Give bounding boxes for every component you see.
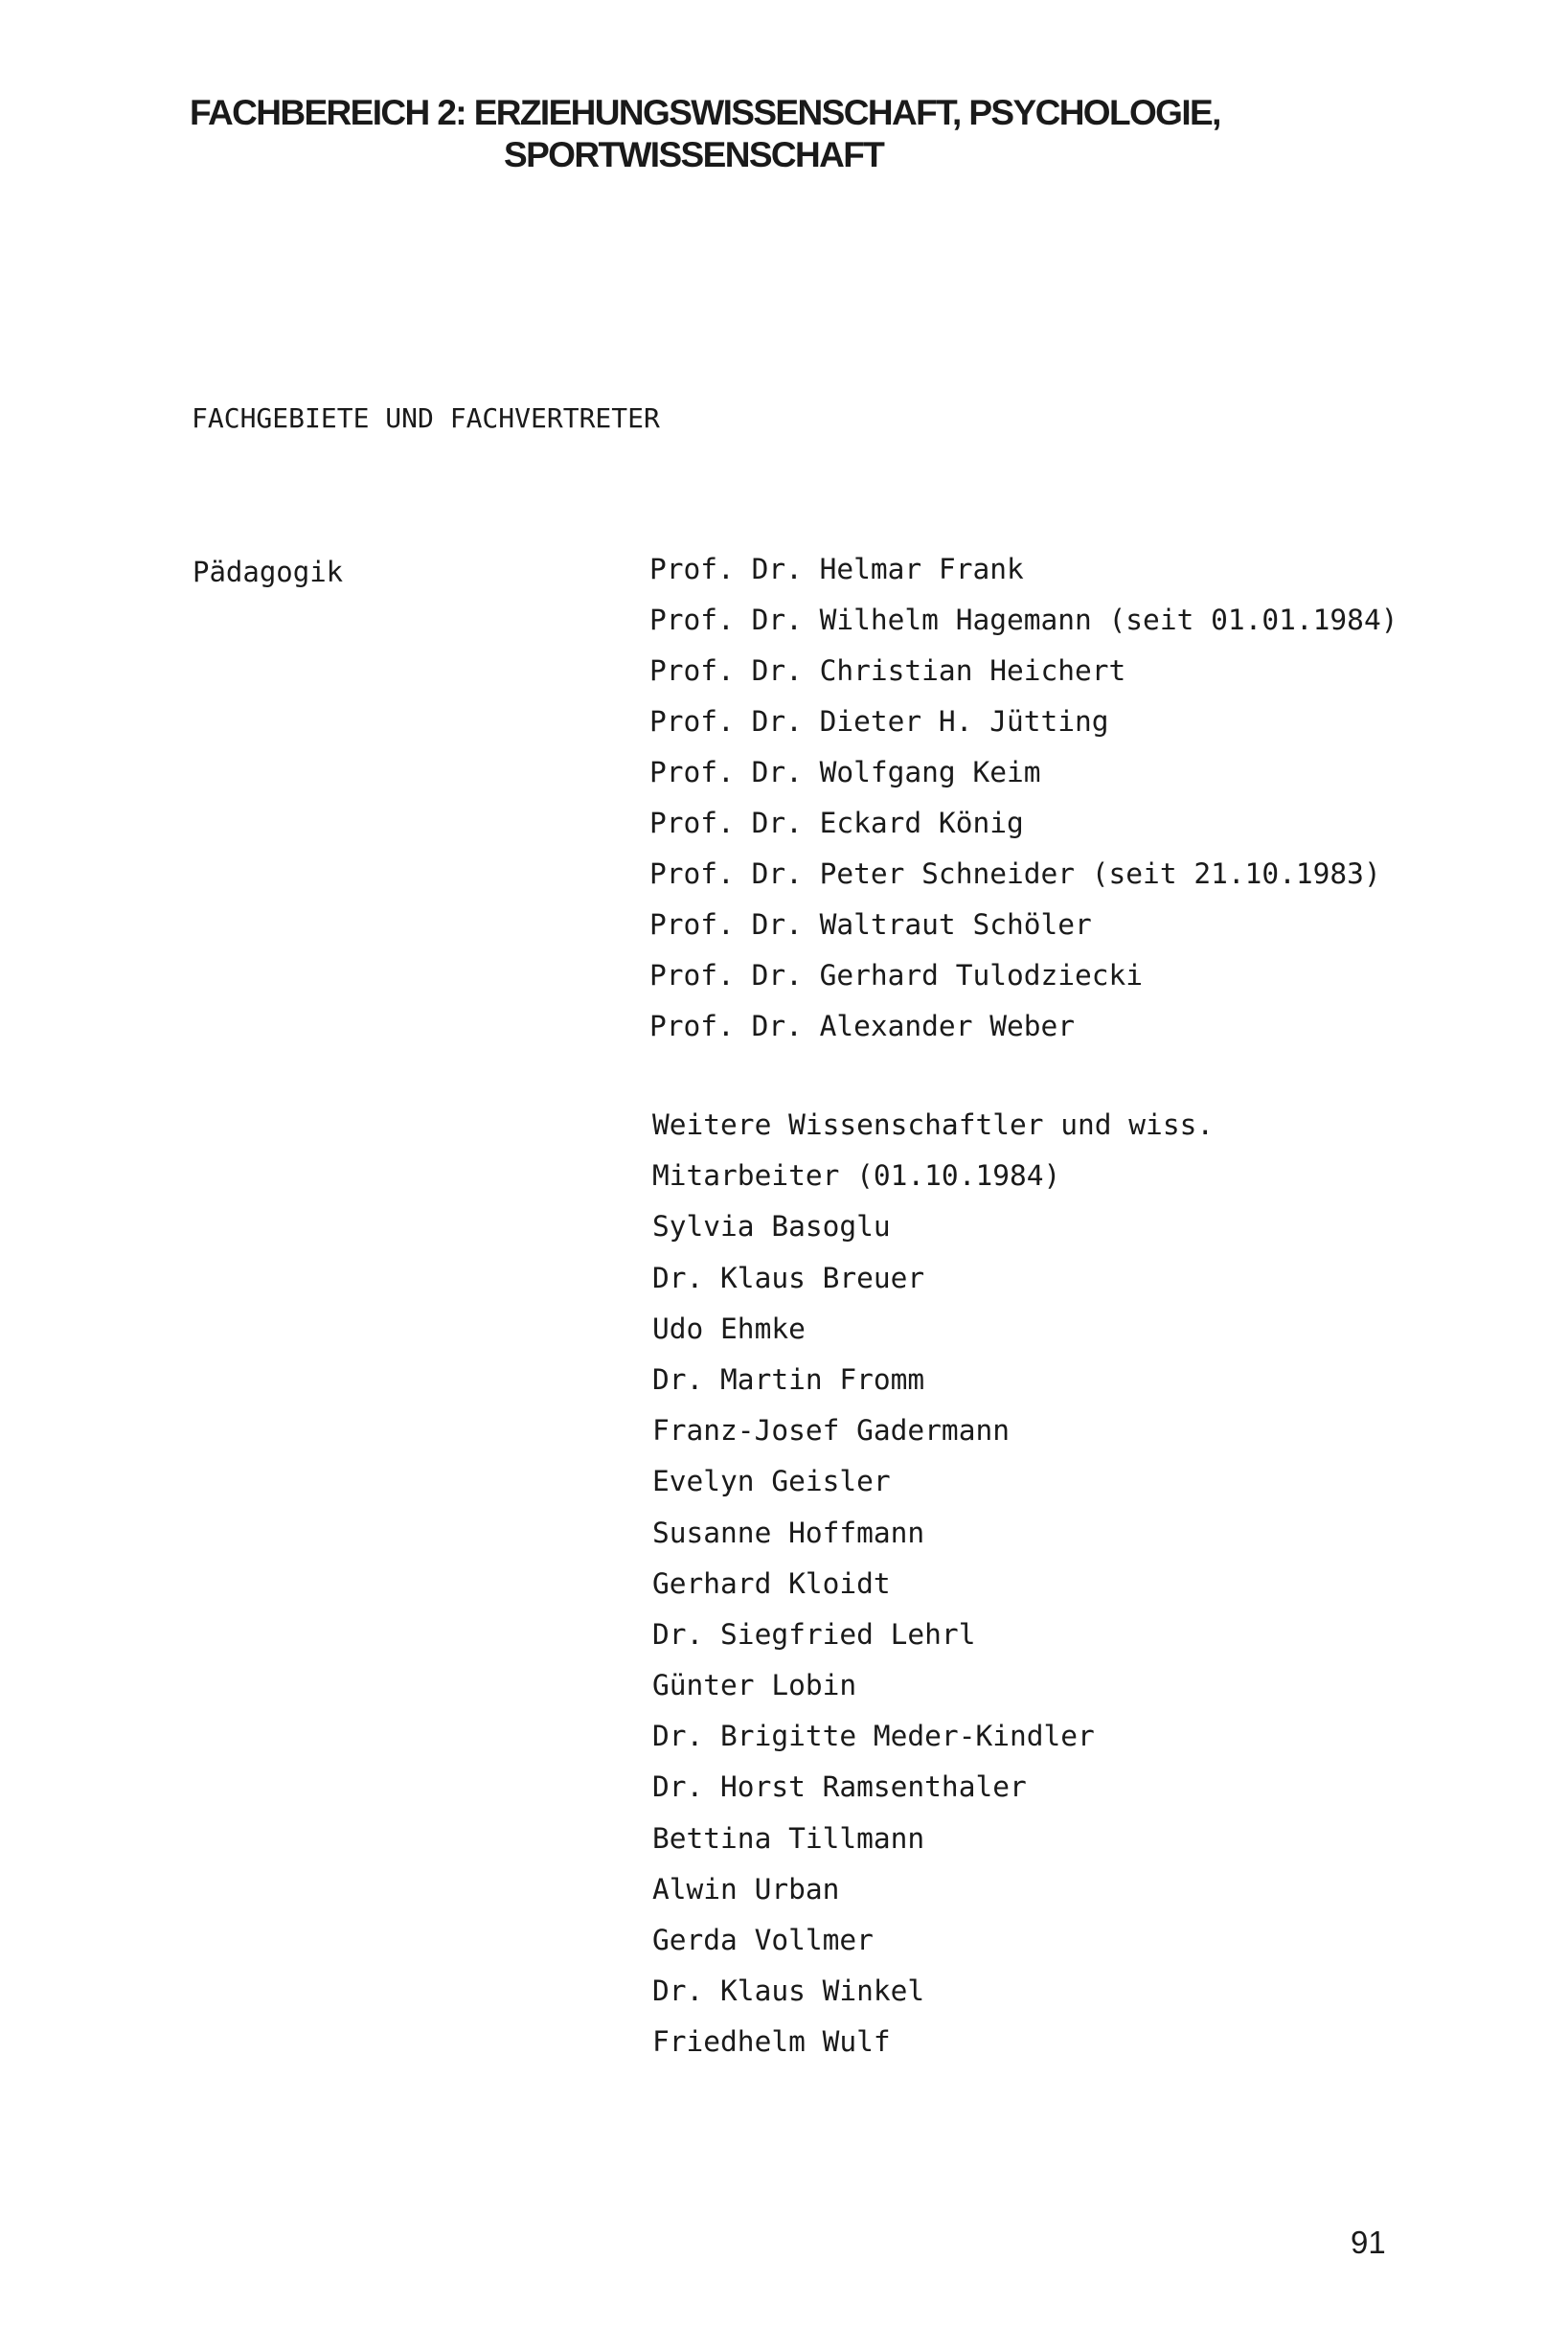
professor-entry: Prof. Dr. Alexander Weber — [649, 1010, 1076, 1042]
staff-heading-line-1: Weitere Wissenschaftler und wiss. — [652, 1108, 1215, 1141]
staff-entry: Günter Lobin — [652, 1669, 857, 1702]
heading-line-1: FACHBEREICH 2: ERZIEHUNGSWISSENSCHAFT, PSYCHOLOGIE, — [190, 93, 1220, 132]
staff-entry: Gerda Vollmer — [652, 1924, 874, 1956]
staff-entry: Dr. Brigitte Meder-Kindler — [652, 1720, 1095, 1753]
professor-entry: Prof. Dr. Dieter H. Jütting — [649, 705, 1109, 738]
staff-entry: Susanne Hoffmann — [652, 1516, 925, 1549]
staff-entry: Dr. Horst Ramsenthaler — [652, 1770, 1027, 1804]
staff-entry: Alwin Urban — [652, 1872, 840, 1906]
professor-entry: Prof. Dr. Peter Schneider (seit 21.10.1983) — [649, 857, 1381, 890]
professor-entry: Prof. Dr. Wilhelm Hagemann (seit 01.01.1984) — [649, 604, 1398, 636]
page-number: 91 — [1351, 2225, 1386, 2260]
staff-list — [652, 1100, 1214, 2068]
staff-entry: Bettina Tillmann — [652, 1821, 925, 1855]
staff-entry: Dr. Klaus Breuer — [652, 1261, 925, 1294]
staff-entry: Evelyn Geisler — [652, 1465, 891, 1498]
staff-heading-line-2: Mitarbeiter (01.10.1984) — [652, 1159, 1061, 1193]
staff-entry: Dr. Martin Fromm — [652, 1362, 925, 1396]
page-heading — [190, 92, 1435, 176]
staff-entry: Franz-Josef Gadermann — [652, 1414, 1010, 1448]
staff-entry: Gerhard Kloidt — [652, 1566, 891, 1600]
staff-entry: Sylvia Basoglu — [652, 1210, 891, 1244]
professor-entry: Prof. Dr. Helmar Frank — [649, 553, 1024, 585]
staff-entry: Dr. Siegfried Lehrl — [652, 1617, 976, 1651]
staff-entry: Friedhelm Wulf — [652, 2025, 891, 2059]
professor-entry: Prof. Dr. Eckard König — [649, 807, 1024, 839]
heading-line-2: SPORTWISSENSCHAFT — [504, 135, 884, 174]
professor-list — [649, 544, 1398, 1052]
professor-entry: Prof. Dr. Wolfgang Keim — [649, 756, 1041, 788]
professor-entry: Prof. Dr. Waltraut Schöler — [649, 908, 1092, 941]
professor-entry: Prof. Dr. Christian Heichert — [649, 654, 1126, 687]
subject-label: Pädagogik — [193, 556, 344, 588]
professor-entry: Prof. Dr. Gerhard Tulodziecki — [649, 959, 1144, 992]
staff-entry: Udo Ehmke — [652, 1312, 806, 1345]
staff-entry: Dr. Klaus Winkel — [652, 1974, 925, 2008]
section-title: FACHGEBIETE UND FACHVERTRETER — [192, 402, 660, 434]
